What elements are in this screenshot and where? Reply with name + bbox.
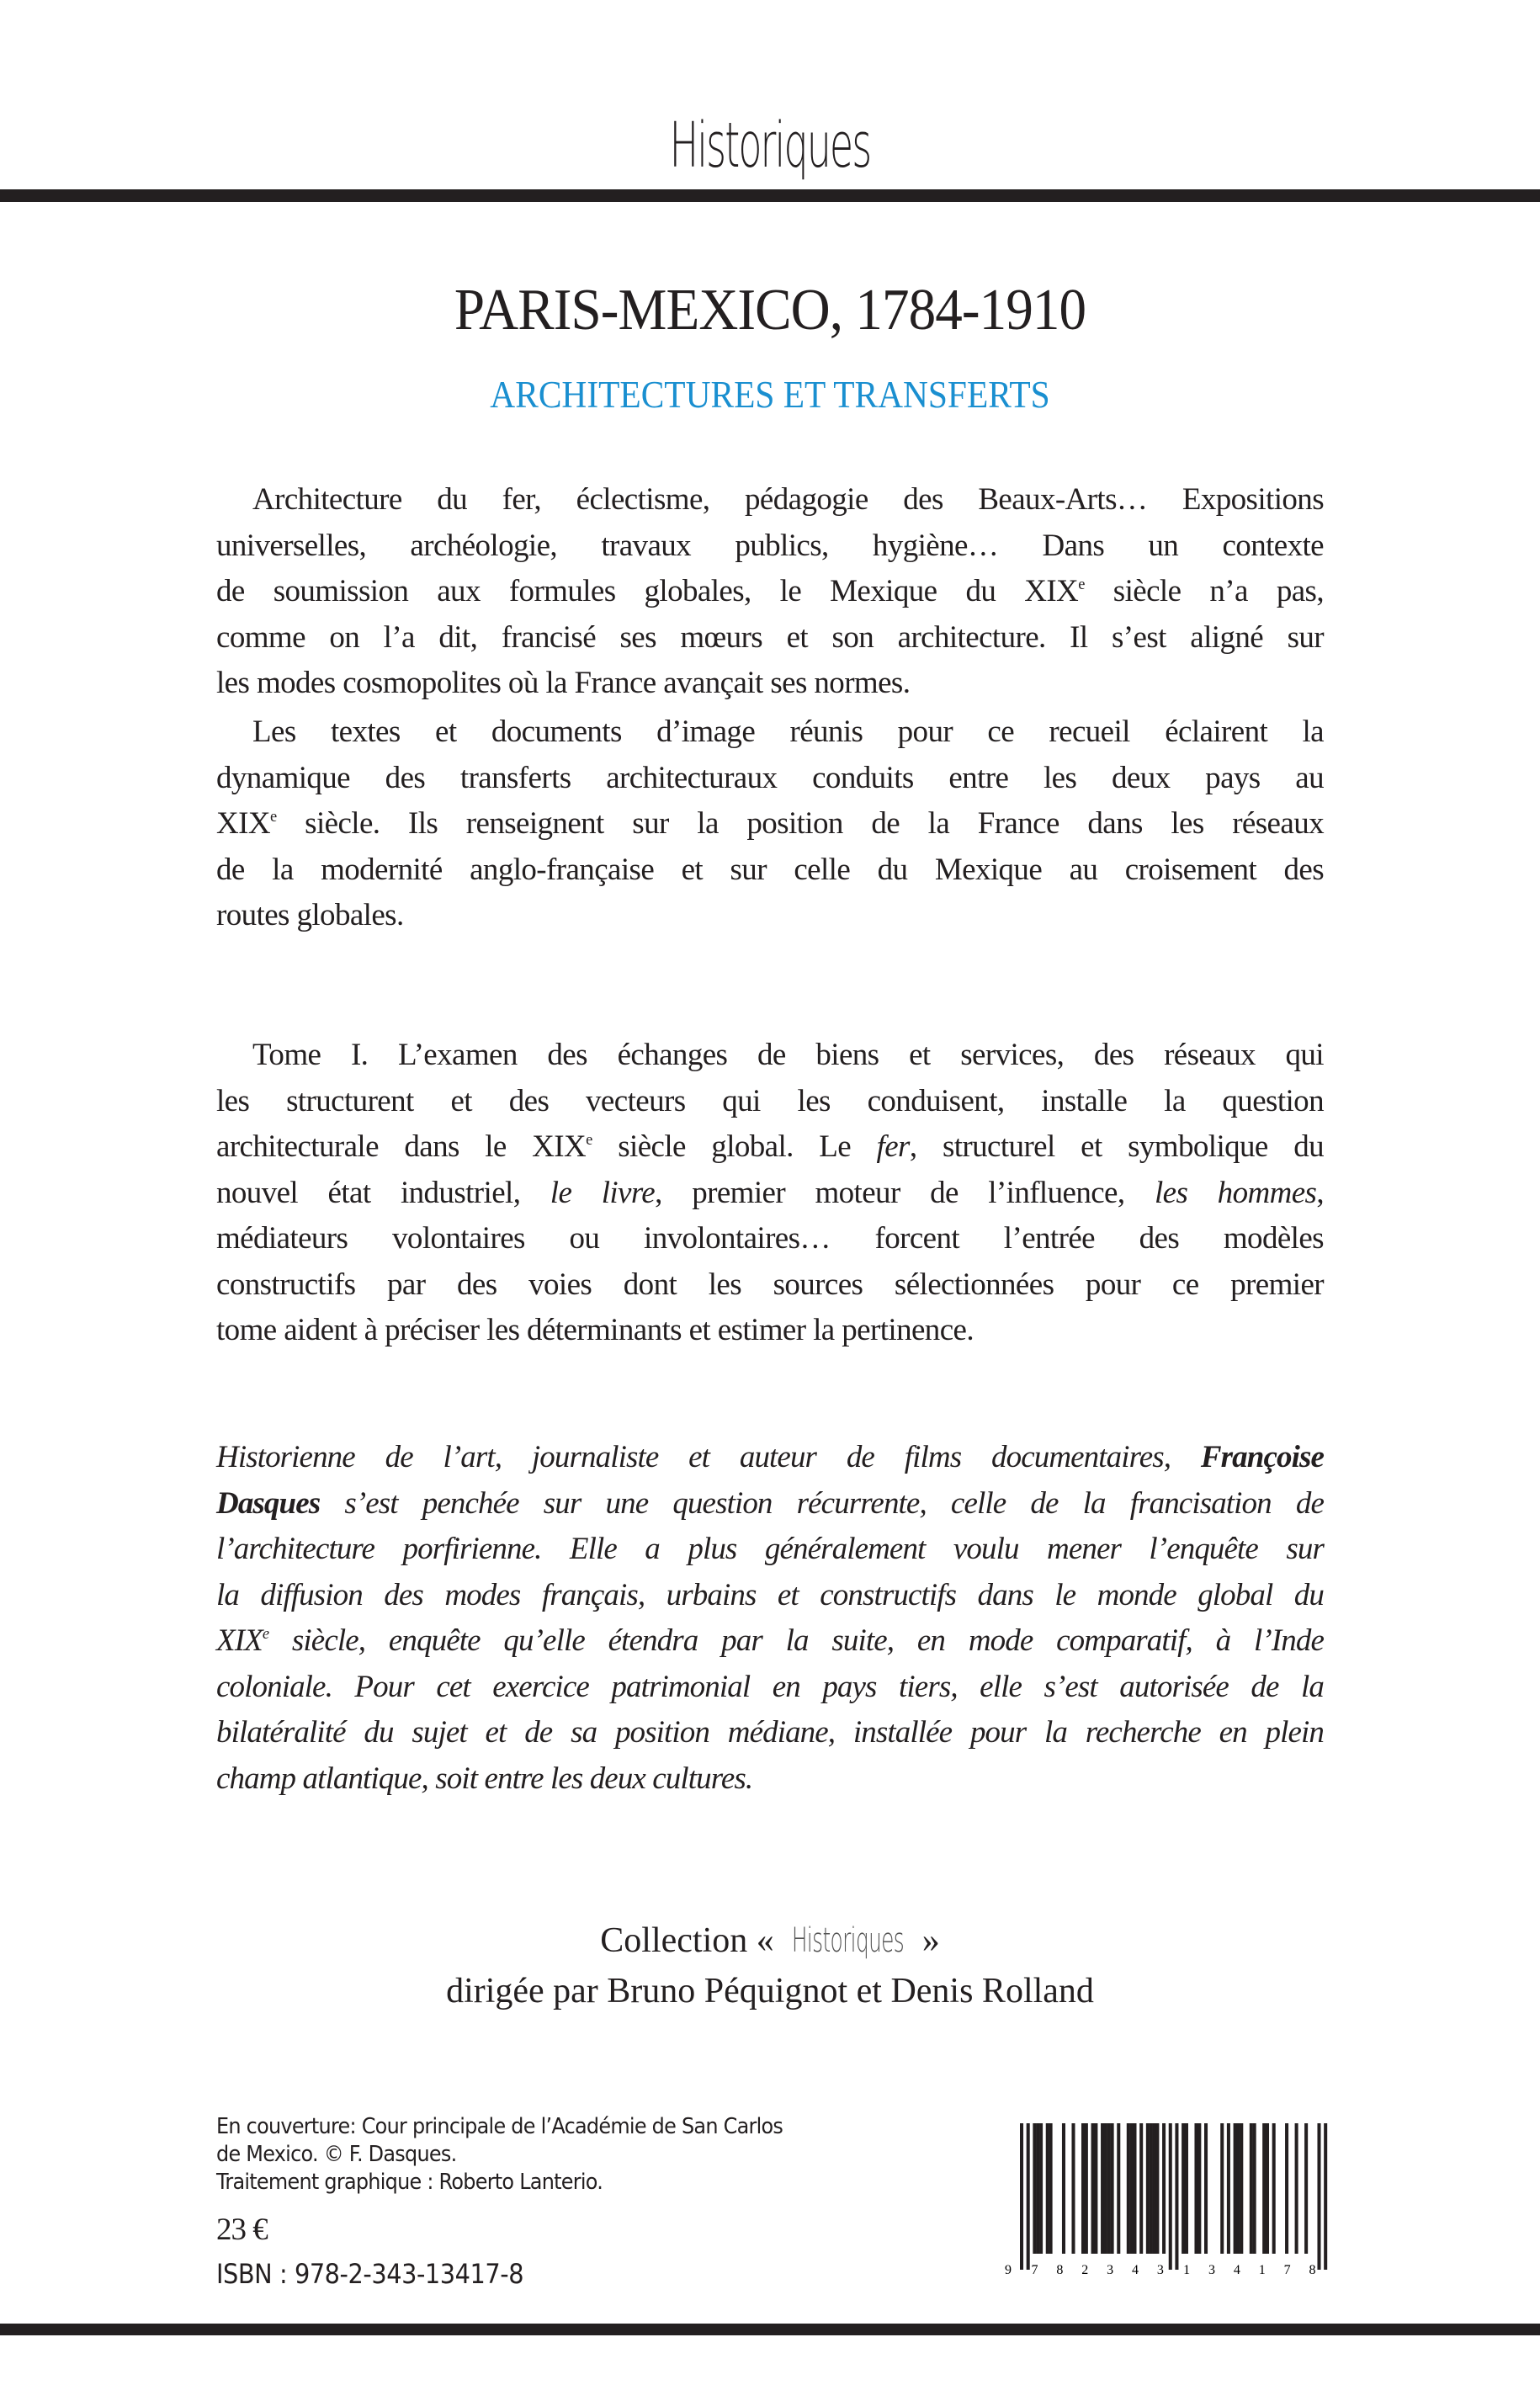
svg-text:782343: 782343	[1031, 2263, 1164, 2277]
text-line: de soumission aux formules globales, le Mexique du XIXe siècle n’a pas,	[216, 574, 1324, 608]
barcode-icon	[1001, 2119, 1338, 2287]
credit-line: En couverture: Cour principale de l’Académie de San Carlos	[216, 2114, 783, 2139]
credit-line: Traitement graphique : Roberto Lanterio.	[216, 2170, 603, 2195]
svg-text:134178: 134178	[1183, 2263, 1316, 2277]
text-line: tome aident à préciser les déterminants et estimer la pertinence.	[216, 1313, 974, 1347]
text-line: champ atlantique, soit entre les deux cultures.	[216, 1761, 753, 1796]
author-bio	[216, 1435, 1324, 1802]
isbn-label: ISBN : 978-2-343-13417-8	[216, 2258, 524, 2290]
text-line: comme on l’a dit, francisé ses mœurs et son architecture. Il s’est aligné sur	[216, 619, 1324, 655]
text-line: XIXe siècle, enquête qu’elle étendra par la suite, en mode comparatif, à l’Inde	[216, 1623, 1324, 1658]
bottom-rule	[0, 2324, 1540, 2335]
text-line: routes globales.	[216, 898, 404, 932]
emphasis: le livre	[550, 1175, 656, 1210]
superscript: e	[1078, 576, 1085, 594]
text-line: coloniale. Pour cet exercice patrimonial en pays tiers, elle s’est autorisée de la	[216, 1669, 1324, 1704]
author-name: Dasques	[216, 1485, 321, 1521]
top-rule	[0, 189, 1540, 202]
collection-line	[0, 1915, 1540, 1966]
author-name: Françoise	[1200, 1440, 1324, 1474]
text-line: dynamique des transferts architecturaux conduits entre les deux pays au	[216, 760, 1324, 795]
text-line: XIXe siècle. Ils renseignent sur la position de la France dans les réseaux	[216, 806, 1324, 841]
collection-directors: dirigée par Bruno Péquignot et Denis Rolland	[446, 1972, 1094, 2011]
price: 23 €	[216, 2212, 268, 2247]
text-line: la diffusion des modes français, urbains et constructifs dans le monde global du	[216, 1577, 1324, 1612]
superscript: e	[262, 1626, 269, 1644]
text-line: médiateurs volontaires ou involontaires… forcent l’entrée des modèles	[216, 1221, 1324, 1256]
superscript: e	[586, 1132, 592, 1150]
tome-description	[216, 1033, 1324, 1354]
text-line: les modes cosmopolites où la France avançait ses normes.	[216, 666, 911, 700]
text-line: universelles, archéologie, travaux publics, hygiène… Dans un contexte	[216, 528, 1324, 563]
text-line: Tome I. L’examen des échanges de biens et services, des réseaux qui	[252, 1038, 1324, 1072]
superscript: e	[269, 809, 277, 826]
text-line: architecturale dans le XIXe siècle global. Le fer, structurel et symbolique du	[216, 1129, 1324, 1164]
text-line: bilatéralité du sujet et de sa position médiane, installée pour la recherche en plein	[216, 1715, 1324, 1750]
text-line: les structurent et des vecteurs qui les conduisent, installe la question	[216, 1083, 1324, 1118]
collection-logo: Historiques	[669, 109, 871, 182]
collection-prefix: Collection «	[600, 1921, 783, 1960]
emphasis: les hommes	[1154, 1175, 1317, 1210]
text-line: nouvel état industriel, le livre, premier moteur de l’influence, les hommes,	[216, 1175, 1324, 1210]
credit-line: de Mexico. © F. Dasques.	[216, 2142, 457, 2167]
text-line: Les textes et documents d’image réunis pour ce recueil éclairent la	[252, 714, 1324, 749]
text-line: de la modernité anglo-française et sur celle du Mexique au croisement des	[216, 852, 1324, 887]
collection-suffix: »	[913, 1921, 940, 1960]
svg-text:9: 9	[1005, 2263, 1012, 2277]
blurb-paragraph-2	[216, 709, 1324, 939]
text-line: Dasques s’est penchée sur une question récurrente, celle de la francisation de	[216, 1485, 1324, 1521]
emphasis: fer	[876, 1129, 910, 1164]
text-line: Architecture du fer, éclectisme, pédagogie des Beaux-Arts… Expositions	[252, 482, 1324, 517]
collection-name-logo: Historiques	[792, 1921, 905, 1960]
text-line: Historienne de l’art, journaliste et auteur de films documentaires, Françoise	[216, 1440, 1324, 1474]
isbn-barcode	[1001, 2119, 1338, 2287]
text-line: constructifs par des voies dont les sources sélectionnées pour ce premier	[216, 1267, 1324, 1302]
text-line: l’architecture porfirienne. Elle a plus généralement voulu mener l’enquête sur	[216, 1532, 1324, 1566]
cover-credits	[216, 2113, 913, 2196]
book-subtitle: ARCHITECTURES ET TRANSFERTS	[490, 374, 1050, 416]
blurb-paragraph-1	[216, 477, 1324, 707]
book-title: PARIS-MEXICO, 1784-1910	[454, 278, 1086, 343]
